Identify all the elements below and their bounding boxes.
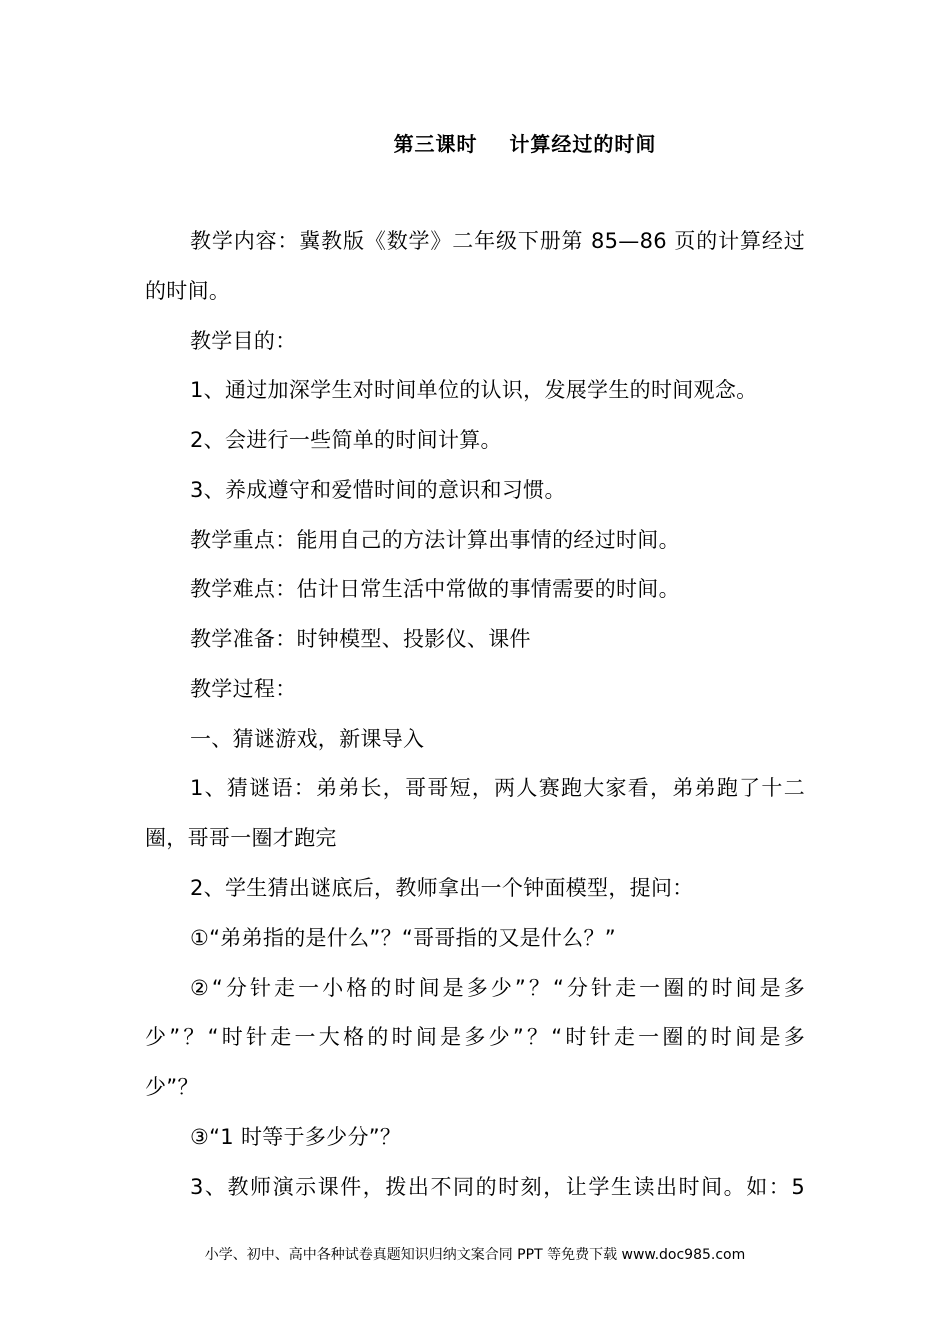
heading-objectives: 教学目的： (190, 329, 297, 353)
section-1-heading: 一、猜谜游戏，新课导入 (190, 727, 425, 751)
heading-process: 教学过程： (190, 677, 297, 701)
preparation: 教学准备：时钟模型、投影仪、课件 (190, 627, 531, 651)
objective-3: 3、养成遵守和爱惜时间的意识和习惯。 (190, 478, 566, 502)
key-points: 教学重点：能用自己的方法计算出事情的经过时间。 (190, 528, 680, 552)
paragraph-content-line-1: 教学内容：冀教版《数学》二年级下册第 85—86 页的计算经过 (190, 229, 805, 253)
step-3-line: 3、教师演示课件，拨出不同的时刻，让学生读出时间。如：5 (190, 1175, 805, 1199)
paragraph-content-line-2: 的时间。 (145, 279, 231, 303)
question-2-line-1: ②“分针走一小格的时间是多少”？“分针走一圈的时间是多 (190, 976, 805, 1000)
riddle-line-2: 圈，哥哥一圈才跑完 (145, 826, 337, 850)
step-2-line: 2、学生猜出谜底后，教师拿出一个钟面模型，提问： (190, 876, 694, 900)
footer-link-text: 小学、初中、高中各种试卷真题知识归纳文案合同 PPT 等免费下载 www.doc985.com (204, 1247, 746, 1263)
question-1: ①“弟弟指的是什么”？“哥哥指的又是什么？” (190, 926, 616, 950)
question-3: ③“1 时等于多少分”？ (190, 1125, 402, 1149)
objective-1: 1、通过加深学生对时间单位的认识，发展学生的时间观念。 (190, 378, 758, 402)
difficult-points: 教学难点：估计日常生活中常做的事情需要的时间。 (190, 577, 680, 601)
riddle-line-1: 1、猜谜语：弟弟长，哥哥短，两人赛跑大家看，弟弟跑了十二 (190, 776, 805, 800)
objective-2: 2、会进行一些简单的时间计算。 (190, 428, 502, 452)
question-2-line-2: 少”？“时针走一大格的时间是多少”？“时针走一圈的时间是多 (145, 1025, 805, 1049)
question-2-line-3: 少”？ (145, 1075, 199, 1099)
document-title: 第三课时 计算经过的时间 (393, 132, 657, 156)
